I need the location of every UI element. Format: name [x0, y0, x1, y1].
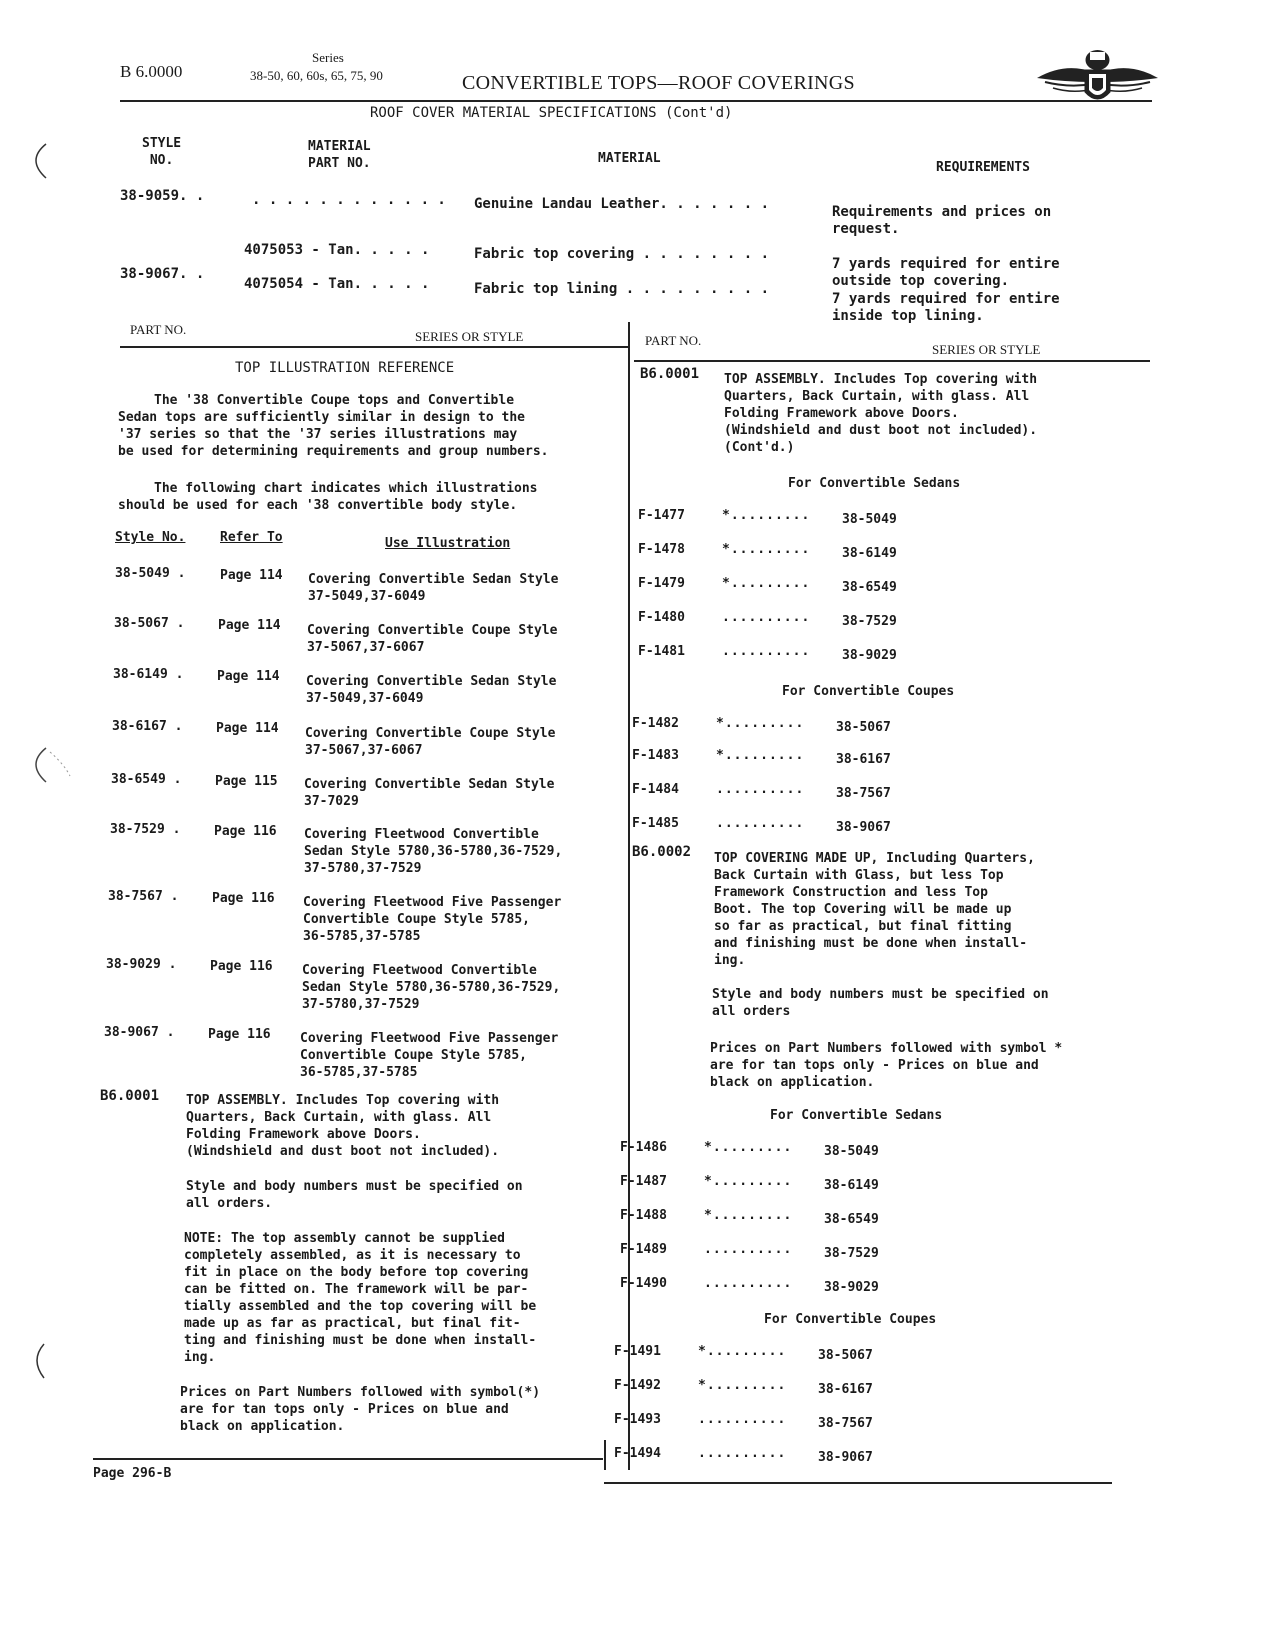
group1-title: For Convertible Sedans: [788, 476, 961, 491]
group3-part-number: F-1486: [620, 1140, 667, 1155]
left-assembly-code: B6.0001: [100, 1088, 160, 1104]
group2-leader: *.........: [716, 716, 805, 731]
ref-page-5067: Page 114: [218, 618, 281, 633]
group3-leader: ..........: [704, 1276, 793, 1291]
group3-leader: ..........: [704, 1242, 793, 1257]
group4-style: 38-9067: [818, 1450, 873, 1465]
spec-req-leather: Requirements and prices on request.: [832, 204, 1052, 237]
column-divider: [628, 322, 630, 1470]
spec-subtitle: ROOF COVER MATERIAL SPECIFICATIONS (Cont'd): [370, 105, 733, 121]
group2-part-number: F-1483: [632, 748, 679, 763]
spec-material-covering: Fabric top covering . . . . . . . .: [474, 246, 770, 262]
series-values: 38-50, 60, 60s, 65, 75, 90: [250, 68, 383, 83]
spec-style-9067: 38-9067. .: [120, 266, 205, 282]
group2-part-number: F-1485: [632, 816, 679, 831]
group4-title: For Convertible Coupes: [764, 1312, 937, 1327]
ref-page-7529: Page 116: [214, 824, 277, 839]
ref-style-9067: 38-9067 .: [104, 1025, 175, 1040]
ref-use-7567: Covering Fleetwood Five Passenger Convertible Coupe Style 5785, 36-5785,37-5785: [303, 895, 562, 944]
spec-part-4075054: 4075054 - Tan. . . . .: [244, 276, 430, 292]
spec-part-4075053: 4075053 - Tan. . . . .: [244, 242, 430, 258]
left-assembly-text: TOP ASSEMBLY. Includes Top covering with Quarters, Back Curtain, with glass. All Folding Framework above Doors. (Windshield and dust boot not included).: [186, 1093, 500, 1159]
cadillac-winged-crest-icon: [1035, 42, 1160, 114]
ref-use-7529: Covering Fleetwood Convertible Sedan Style 5780,36-5780,36-7529, 37-5780,37-7529: [304, 827, 563, 876]
group4-part-number: F-1494: [614, 1446, 661, 1461]
group2-style: 38-6167: [836, 752, 891, 767]
group2-leader: ..........: [716, 816, 805, 831]
covering-code: B6.0002: [632, 844, 692, 860]
group1-part-number: F-1481: [638, 644, 685, 659]
group1-part-number: F-1479: [638, 576, 685, 591]
group2-part-number: F-1482: [632, 716, 679, 731]
group3-leader: *.........: [704, 1208, 793, 1223]
group1-part-number: F-1478: [638, 542, 685, 557]
binding-mark-icon: [20, 1340, 50, 1380]
binding-mark-icon: [20, 140, 50, 180]
ref-style-5067: 38-5067 .: [114, 616, 185, 631]
group1-style: 38-5049: [842, 512, 897, 527]
series-label: Series: [312, 50, 344, 65]
left-assembly-note-main: NOTE: The top assembly cannot be supplied completely assembled, as it is necessary to fit in place on the body before top covering can be fitted on. The framework will be par- tially assembled and the top covering will be made up as far as practical, but final fit- ting and finishing must be done when install- ing.: [184, 1231, 537, 1365]
group4-part-number: F-1491: [614, 1344, 661, 1359]
left-assembly-note-prices: Prices on Part Numbers followed with symbol(*) are for tan tops only - Prices on blue and black on application.: [180, 1385, 541, 1434]
group3-style: 38-5049: [824, 1144, 879, 1159]
illustration-ref-title: TOP ILLUSTRATION REFERENCE: [235, 360, 455, 376]
group3-part-number: F-1488: [620, 1208, 667, 1223]
col-head-material-part-no: MATERIAL PART NO.: [308, 139, 371, 171]
group3-leader: *.........: [704, 1174, 793, 1189]
covering-note-prices: Prices on Part Numbers followed with symbol * are for tan tops only - Prices on blue and black on application.: [710, 1041, 1063, 1090]
group4-style: 38-5067: [818, 1348, 873, 1363]
right-assembly-code: B6.0001: [640, 366, 700, 382]
col-head-style-no: STYLE NO.: [142, 136, 182, 168]
ref-style-5049: 38-5049 .: [115, 566, 186, 581]
ref-page-5049: Page 114: [220, 568, 283, 583]
col-head-requirements: REQUIREMENTS: [936, 160, 1030, 175]
group1-style: 38-6549: [842, 580, 897, 595]
group4-part-number: F-1493: [614, 1412, 661, 1427]
page-title: CONVERTIBLE TOPS—ROOF COVERINGS: [462, 72, 855, 94]
group1-leader: ..........: [722, 610, 811, 625]
left-column-head-rule: [120, 346, 628, 348]
ref-use-5067: Covering Convertible Coupe Style 37-5067,37-6067: [307, 623, 558, 655]
ref-use-6167: Covering Convertible Coupe Style 37-5067,37-6067: [305, 726, 556, 758]
header-rule: [120, 100, 1152, 102]
left-head-series: SERIES OR STYLE: [415, 329, 524, 344]
ref-style-7567: 38-7567 .: [108, 889, 179, 904]
group1-leader: ..........: [722, 644, 811, 659]
ref-page-6167: Page 114: [216, 721, 279, 736]
ref-style-6149: 38-6149 .: [113, 667, 184, 682]
ref-use-6549: Covering Convertible Sedan Style 37-7029: [304, 777, 555, 809]
group2-title: For Convertible Coupes: [782, 684, 955, 699]
group1-leader: *.........: [722, 542, 811, 557]
ref-use-9029: Covering Fleetwood Convertible Sedan Style 5780,36-5780,36-7529, 37-5780,37-7529: [302, 963, 561, 1012]
ref-page-6149: Page 114: [217, 669, 280, 684]
right-footer-tick: [604, 1440, 606, 1470]
right-footer-rule: [604, 1482, 1112, 1484]
page-number: Page 296-B: [93, 1466, 172, 1481]
page-code: B 6.0000: [120, 62, 183, 81]
group1-leader: *.........: [722, 576, 811, 591]
ref-page-9067: Page 116: [208, 1027, 271, 1042]
right-assembly-text: TOP ASSEMBLY. Includes Top covering with Quarters, Back Curtain, with glass. All Folding Framework above Doors. (Windshield and dust boot not included). (Cont'd.): [724, 372, 1038, 455]
ref-style-6549: 38-6549 .: [111, 772, 182, 787]
right-head-part-no: PART NO.: [645, 333, 702, 348]
ref-style-7529: 38-7529 .: [110, 822, 181, 837]
ref-use-6149: Covering Convertible Sedan Style 37-5049,37-6049: [306, 674, 557, 706]
group3-style: 38-7529: [824, 1246, 879, 1261]
group4-leader: *.........: [698, 1378, 787, 1393]
ref-style-6167: 38-6167 .: [112, 719, 183, 734]
ref-page-9029: Page 116: [210, 959, 273, 974]
spec-req-lining: 7 yards required for entire inside top lining.: [832, 291, 1060, 324]
group2-style: 38-7567: [836, 786, 891, 801]
punch-hole-icon: [18, 742, 78, 786]
group1-part-number: F-1477: [638, 508, 685, 523]
right-head-series: SERIES OR STYLE: [932, 342, 1041, 357]
right-column-head-rule: [634, 360, 1150, 362]
covering-text: TOP COVERING MADE UP, Including Quarters, Back Curtain with Glass, but less Top Framework Construction and less Top Boot. The top Covering will be made up so far as practical, but final fitting and finishing must be done when install- ing.: [714, 851, 1035, 968]
ref-use-5049: Covering Convertible Sedan Style 37-5049,37-6049: [308, 572, 559, 604]
group1-leader: *.........: [722, 508, 811, 523]
group3-style: 38-9029: [824, 1280, 879, 1295]
group3-part-number: F-1489: [620, 1242, 667, 1257]
group3-part-number: F-1490: [620, 1276, 667, 1291]
spec-part-leather: . . . . . . . . . . . .: [252, 192, 446, 208]
ref-style-9029: 38-9029 .: [106, 957, 177, 972]
ref-page-7567: Page 116: [212, 891, 275, 906]
group3-style: 38-6149: [824, 1178, 879, 1193]
left-footer-rule: [93, 1458, 603, 1460]
group4-style: 38-7567: [818, 1416, 873, 1431]
group3-title: For Convertible Sedans: [770, 1108, 943, 1123]
group2-style: 38-9067: [836, 820, 891, 835]
spec-material-lining: Fabric top lining . . . . . . . . .: [474, 281, 770, 297]
ref-head-refer: Refer To: [220, 530, 283, 545]
group2-leader: *.........: [716, 748, 805, 763]
group3-leader: *.........: [704, 1140, 793, 1155]
ref-head-use: Use Illustration: [385, 536, 511, 551]
group2-style: 38-5067: [836, 720, 891, 735]
ref-head-style: Style No.: [115, 530, 186, 545]
left-assembly-note-orders: Style and body numbers must be specified on all orders.: [186, 1179, 523, 1211]
group3-style: 38-6549: [824, 1212, 879, 1227]
group4-part-number: F-1492: [614, 1378, 661, 1393]
ref-use-9067: Covering Fleetwood Five Passenger Convertible Coupe Style 5785, 36-5785,37-5785: [300, 1031, 559, 1080]
spec-style-9059: 38-9059. .: [120, 188, 205, 204]
covering-note-orders: Style and body numbers must be specified on all orders: [712, 987, 1049, 1019]
chart-paragraph: The following chart indicates which illustrations should be used for each '38 convertible body style.: [118, 481, 538, 513]
group1-style: 38-7529: [842, 614, 897, 629]
group4-style: 38-6167: [818, 1382, 873, 1397]
spec-material-leather: Genuine Landau Leather. . . . . . .: [474, 196, 770, 212]
group1-part-number: F-1480: [638, 610, 685, 625]
left-head-part-no: PART NO.: [130, 322, 187, 337]
col-head-material: MATERIAL: [598, 151, 661, 166]
intro-paragraph: The '38 Convertible Coupe tops and Convertible Sedan tops are sufficiently similar in design to the '37 series so that the '37 series illustrations may be used for determining requirements and group numbers.: [118, 393, 549, 459]
group4-leader: *.........: [698, 1344, 787, 1359]
spec-req-covering: 7 yards required for entire outside top covering.: [832, 256, 1060, 289]
group4-leader: ..........: [698, 1412, 787, 1427]
group1-style: 38-6149: [842, 546, 897, 561]
group2-leader: ..........: [716, 782, 805, 797]
group2-part-number: F-1484: [632, 782, 679, 797]
group3-part-number: F-1487: [620, 1174, 667, 1189]
group1-style: 38-9029: [842, 648, 897, 663]
group4-leader: ..........: [698, 1446, 787, 1461]
ref-page-6549: Page 115: [215, 774, 278, 789]
